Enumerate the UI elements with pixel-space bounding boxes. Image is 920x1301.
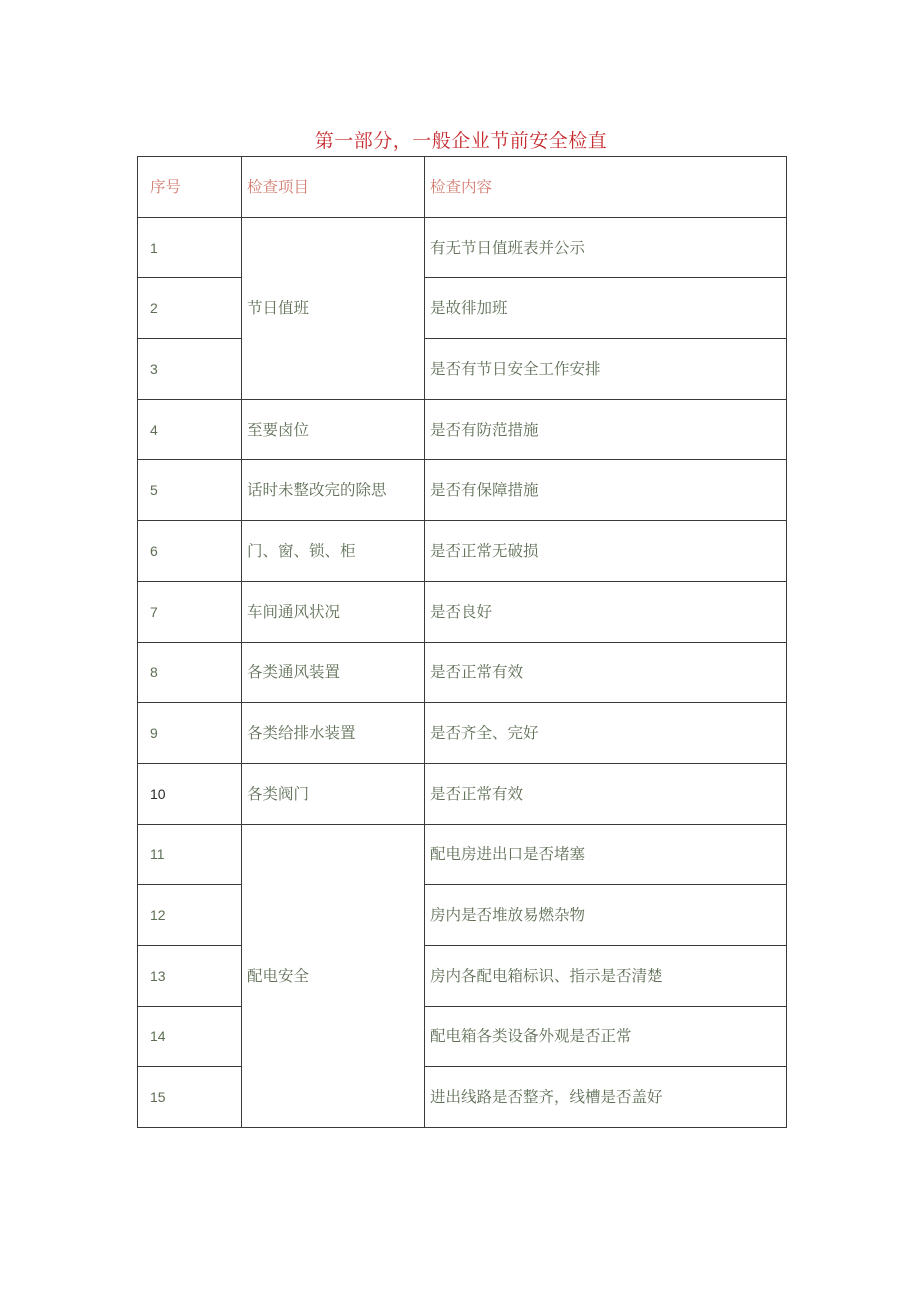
content-cell: 是否齐全、完好	[425, 703, 787, 764]
table-row	[138, 278, 787, 339]
content-cell: 是否有防范措施	[425, 399, 787, 460]
item-cell: 各类给排水装置	[242, 703, 425, 764]
table-header-row	[138, 157, 787, 218]
content-cell: 进出线路是否整齐，线槽是否盖好	[425, 1067, 787, 1128]
serial-cell: 4	[138, 399, 242, 460]
serial-cell: 13	[138, 945, 242, 1006]
item-cell: 配电安全	[242, 824, 425, 1127]
serial-cell: 10	[138, 763, 242, 824]
item-cell: 至要卤位	[242, 399, 425, 460]
table-row	[138, 339, 787, 400]
serial-cell: 11	[138, 824, 242, 885]
item-cell: 各类通风装置	[242, 642, 425, 703]
table-row	[138, 763, 787, 824]
document-title: 第一部分，一般企业节前安全检直	[314, 130, 608, 152]
table-row	[138, 1067, 787, 1128]
item-cell: 节日值班	[242, 217, 425, 399]
serial-cell: 7	[138, 581, 242, 642]
table-row	[138, 217, 787, 278]
table-row	[138, 581, 787, 642]
item-cell: 车间通风状况	[242, 581, 425, 642]
content-cell: 是否有节日安全工作安排	[425, 339, 787, 400]
table-row	[138, 399, 787, 460]
header-cell-serial: 序号	[138, 157, 242, 218]
serial-cell: 15	[138, 1067, 242, 1128]
content-cell: 是否正常无破损	[425, 521, 787, 582]
serial-cell: 8	[138, 642, 242, 703]
table-row	[138, 703, 787, 764]
content-cell: 有无节日值班表并公示	[425, 217, 787, 278]
serial-cell: 9	[138, 703, 242, 764]
inspection-table	[137, 156, 787, 1128]
item-cell: 门、窗、锁、柜	[242, 521, 425, 582]
content-cell: 房内各配电箱标识、指示是否清楚	[425, 945, 787, 1006]
table-row	[138, 460, 787, 521]
serial-cell: 12	[138, 885, 242, 946]
header-cell-content: 检查内容	[425, 157, 787, 218]
serial-cell: 14	[138, 1006, 242, 1067]
serial-cell: 2	[138, 278, 242, 339]
content-cell: 是否正常有效	[425, 642, 787, 703]
content-cell: 房内是否堆放易燃杂物	[425, 885, 787, 946]
serial-cell: 5	[138, 460, 242, 521]
serial-cell: 1	[138, 217, 242, 278]
content-cell: 是否正常有效	[425, 763, 787, 824]
header-cell-item: 检查项目	[242, 157, 425, 218]
table-row	[138, 642, 787, 703]
table-row	[138, 521, 787, 582]
content-cell: 配电房进出口是否堵塞	[425, 824, 787, 885]
table-row	[138, 1006, 787, 1067]
item-cell: 话时未整改完的除思	[242, 460, 425, 521]
serial-cell: 3	[138, 339, 242, 400]
table-row	[138, 824, 787, 885]
item-cell: 各类阀门	[242, 763, 425, 824]
content-cell: 是故徘加班	[425, 278, 787, 339]
serial-cell: 6	[138, 521, 242, 582]
table-row	[138, 945, 787, 1006]
content-cell: 配电箱各类设备外观是否正常	[425, 1006, 787, 1067]
content-cell: 是否有保障措施	[425, 460, 787, 521]
table-row	[138, 885, 787, 946]
content-cell: 是否良好	[425, 581, 787, 642]
